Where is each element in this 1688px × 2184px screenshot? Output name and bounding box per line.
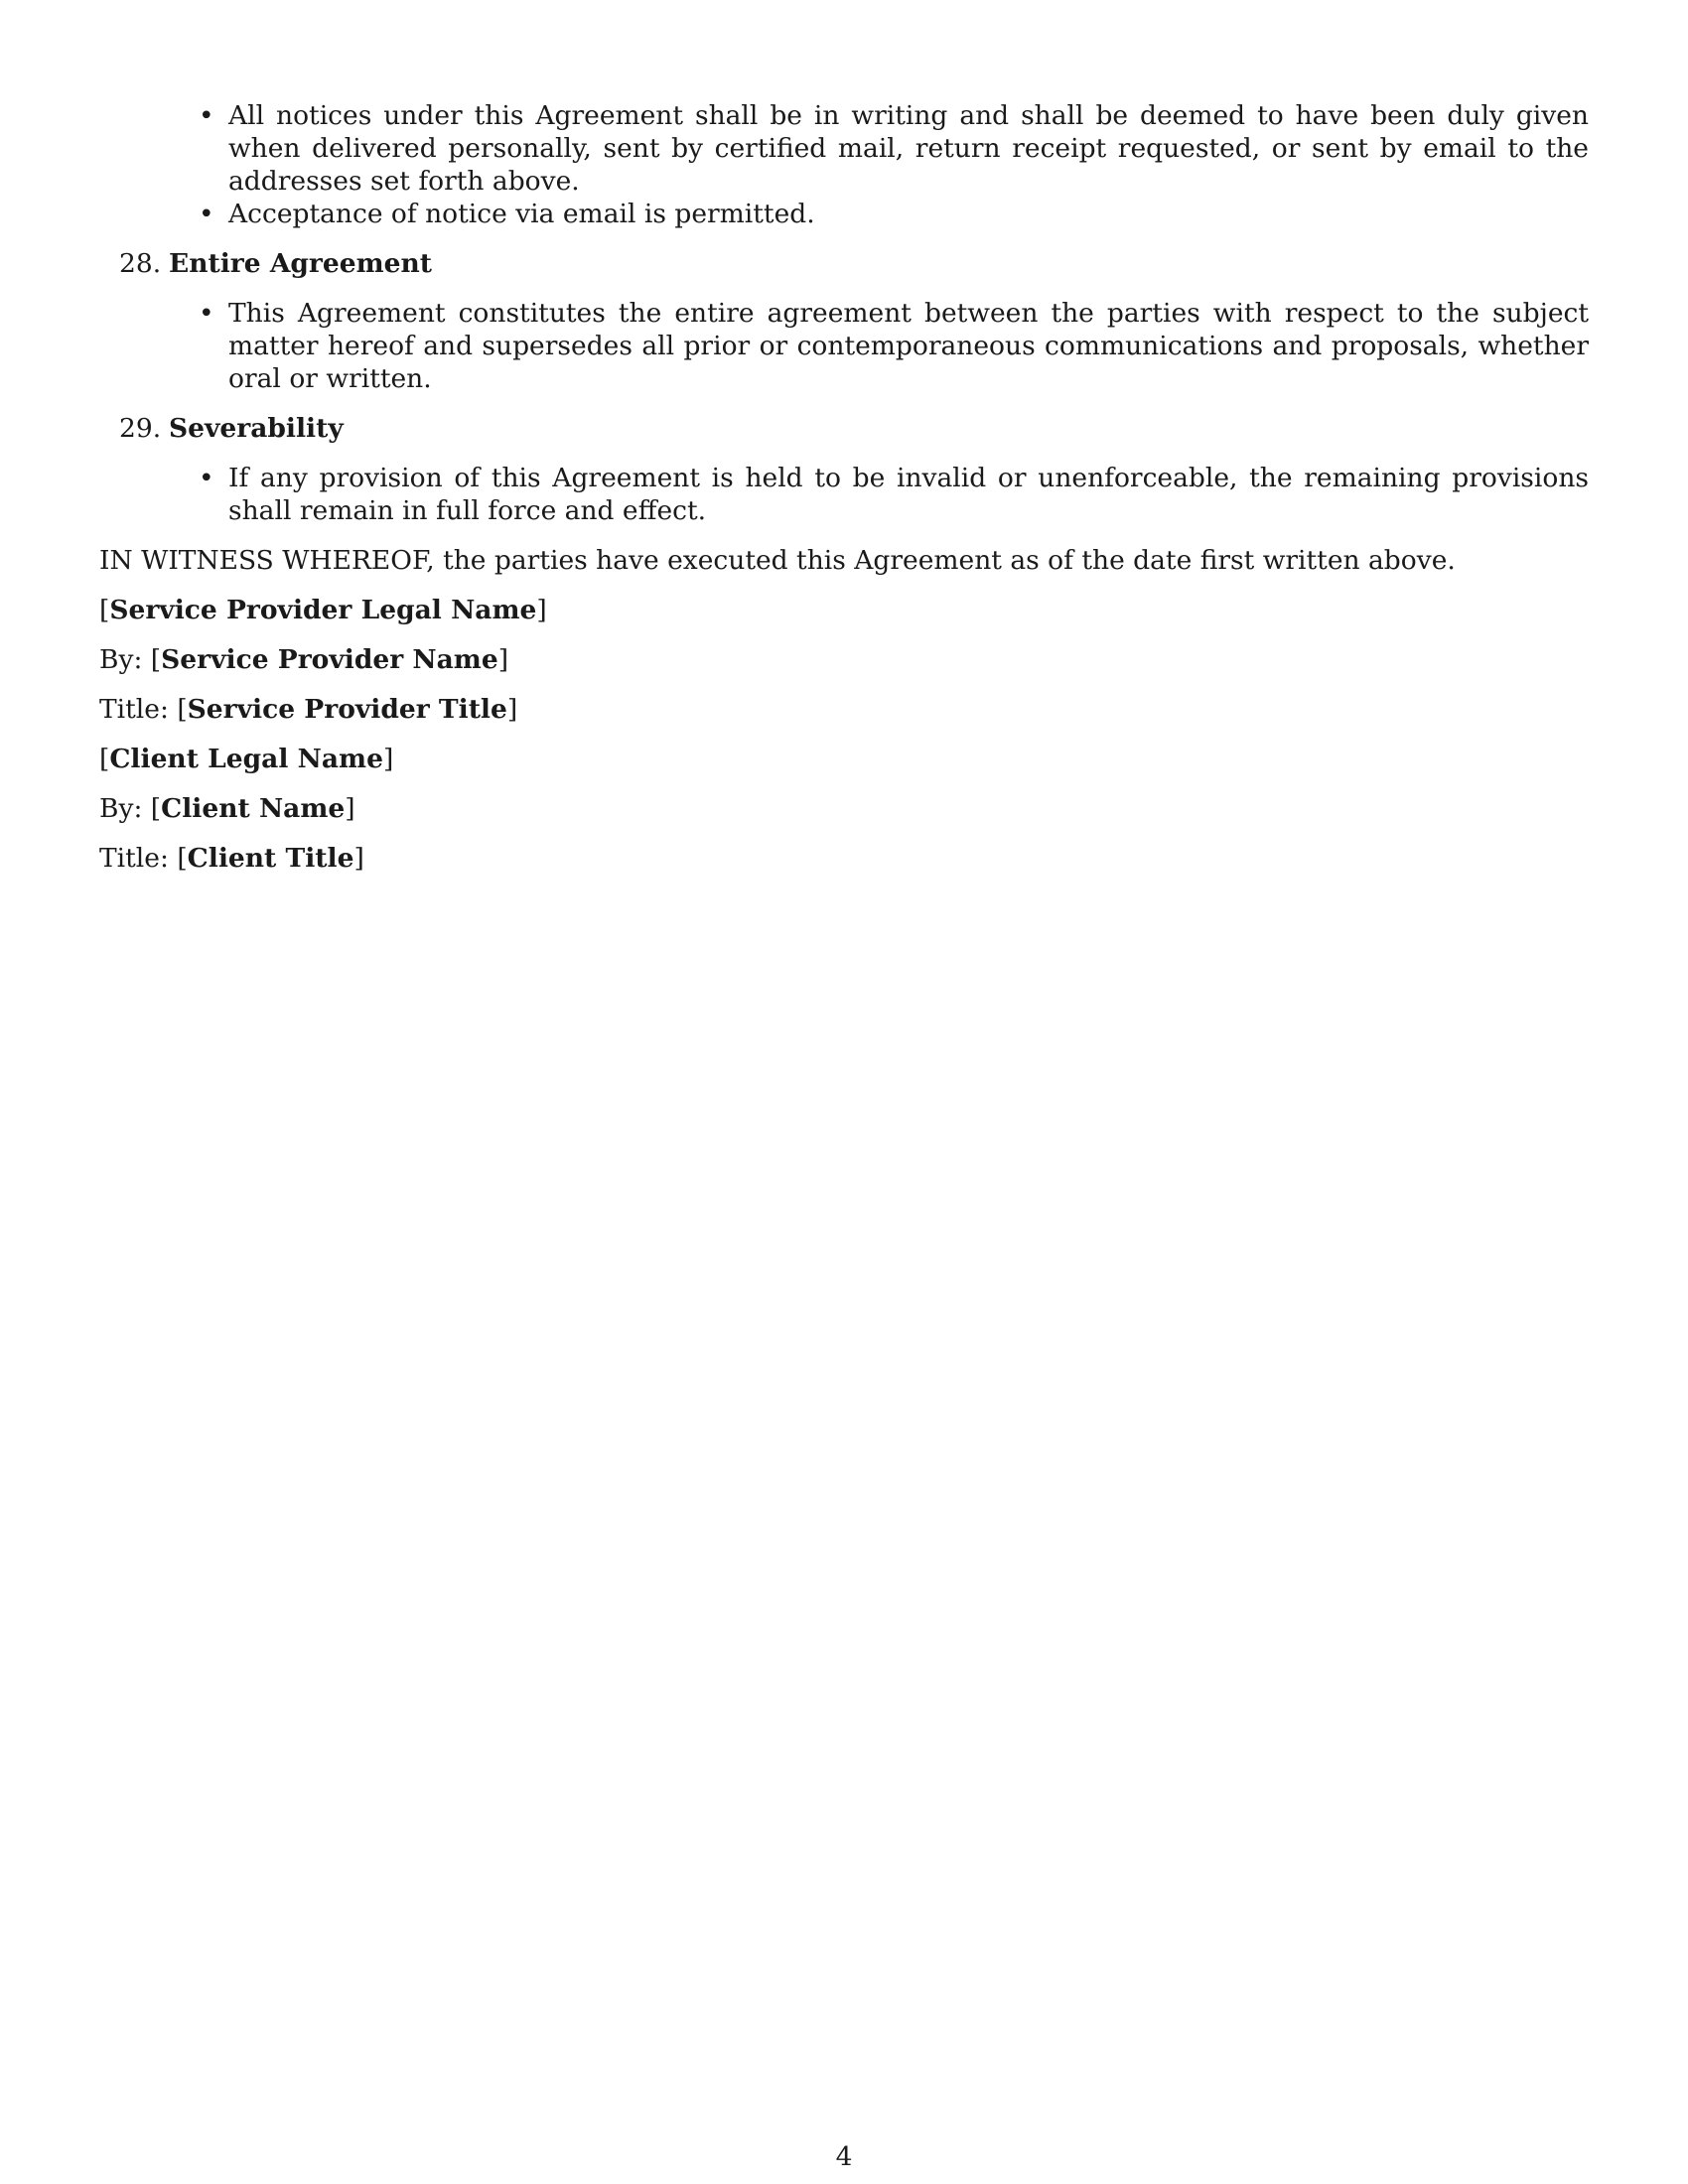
- list-item: • All notices under this Agreement shall be in writing and shall be deemed to have been duly given when delivered personally, sent by certified mail, return receipt requested, or sent by email to the addresses set forth above.: [99, 99, 1589, 198]
- provider-legal-name: Service Provider Legal Name: [109, 595, 537, 625]
- page-number: 4: [835, 2141, 853, 2172]
- list-item: • If any provision of this Agreement is held to be invalid or unenforceable, the remaining provisions shall remain in full force and effect.: [99, 462, 1589, 527]
- section-title: Entire Agreement: [169, 248, 432, 279]
- section-title: Severability: [169, 413, 344, 444]
- by-label: By:: [99, 644, 143, 675]
- client-name: Client Name: [161, 793, 346, 824]
- client-by-line: By: [Client Name]: [99, 793, 355, 824]
- section-heading-28: [99, 247, 1589, 280]
- notice-bullet-list: [99, 99, 1589, 230]
- client-legal-name-line: [Client Legal Name]: [99, 744, 394, 774]
- provider-legal-name-line: [Service Provider Legal Name]: [99, 595, 547, 625]
- section-number: 28.: [119, 248, 162, 279]
- section-number: 29.: [119, 413, 162, 444]
- provider-by-line: By: [Service Provider Name]: [99, 644, 509, 675]
- client-title: Client Title: [187, 843, 354, 874]
- by-label: By:: [99, 793, 143, 824]
- witness-statement: IN WITNESS WHEREOF, the parties have executed this Agreement as of the date first written above.: [99, 545, 1456, 576]
- list-item: • Acceptance of notice via email is permitted.: [99, 198, 1589, 230]
- document-page: [99, 99, 1589, 875]
- provider-title-line: Title: [Service Provider Title]: [99, 694, 518, 725]
- client-legal-name: Client Legal Name: [109, 744, 383, 774]
- provider-title: Service Provider Title: [187, 694, 507, 725]
- client-title-line: Title: [Client Title]: [99, 843, 364, 874]
- section-heading-29: [99, 412, 1589, 445]
- severability-bullet-list: [99, 462, 1589, 527]
- title-label: Title:: [99, 843, 169, 874]
- list-item: • This Agreement constitutes the entire agreement between the parties with respect to the subject matter hereof and supersedes all prior or contemporaneous communications and proposals, whether oral or written.: [99, 297, 1589, 395]
- provider-name: Service Provider Name: [161, 644, 498, 675]
- title-label: Title:: [99, 694, 169, 725]
- entire-agreement-bullet-list: [99, 297, 1589, 395]
